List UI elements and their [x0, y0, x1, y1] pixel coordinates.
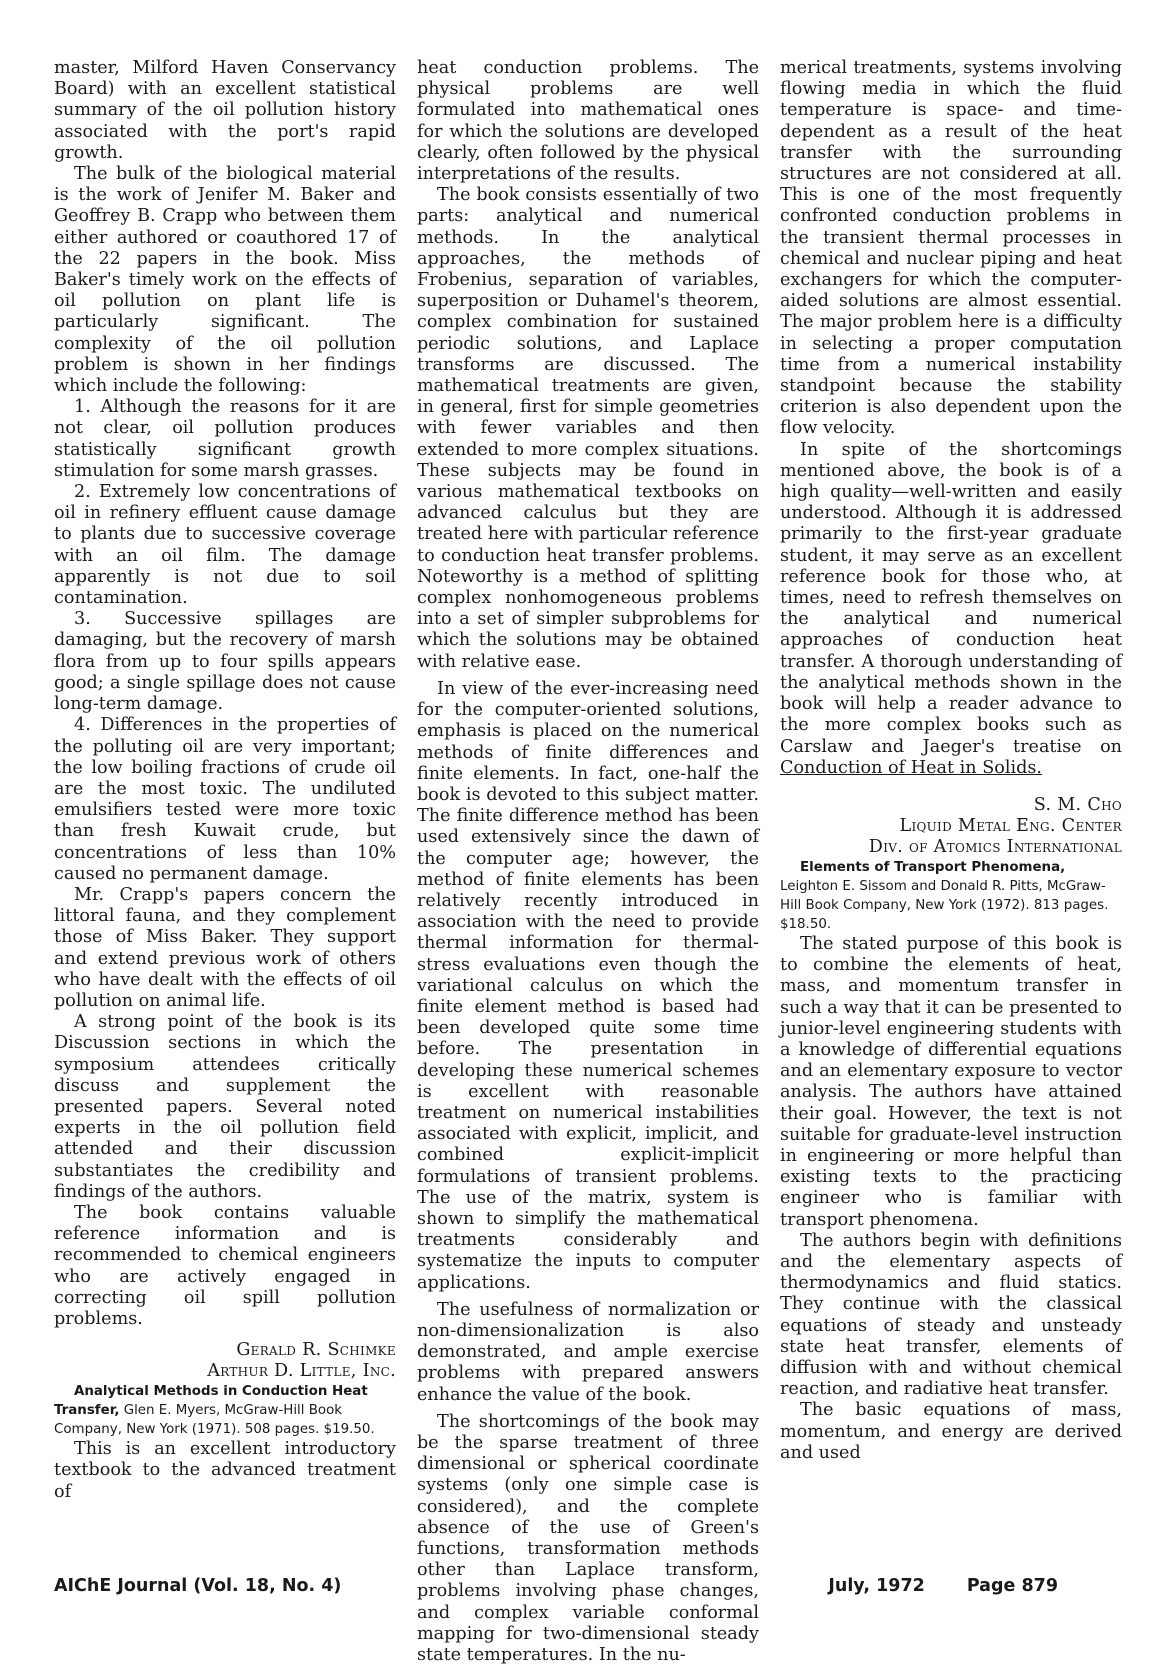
paragraph: The shortcomings of the book may be the sparse treatment of three dimensional or spherical coordinate systems (only one simple case is considered), and the complete absence of the use of Green's functions, transformation methods other than Laplace transform, problems involving phase changes, and complex variable conformal mapping for two-dimensional steady state temperatures. In the nu-: [417, 1411, 759, 1666]
reviewer-signature: [54, 1340, 396, 1382]
paragraph: This is an excellent introductory textbook to the advanced treatment of: [54, 1439, 396, 1502]
column-right: [780, 58, 1122, 1464]
book-title: Analytical Methods in Conduction Heat Transfer,: [54, 1384, 368, 1419]
paragraph: The book consists essentially of two parts: analytical and numerical methods. In the analytical approaches, the methods of Frobenius, separation of variables, superposition or Duhamel's theorem, complex combination for sustained periodic solutions, and Laplace transforms are discussed. The mathematical treatments are given, in general, first for simple geometries with fewer variables and then extended to more complex situations. These subjects may be found in various mathematical textbooks on advanced calculus but they are treated here with particular reference to conduction heat transfer problems. Noteworthy is a method of splitting complex nonhomogeneous problems into a set of simpler subproblems for which the solutions may be obtained with relative ease.: [417, 185, 759, 672]
reviewer-affiliation: Div. of Atomics International: [868, 836, 1122, 857]
list-item: 3. Successive spillages are damaging, but the recovery of marsh flora from up to four spills appears good; a single spillage does not cause long-term damage.: [54, 609, 396, 715]
paragraph: The basic equations of mass, momentum, and energy are derived and used: [780, 1400, 1122, 1463]
footer-date-page: [828, 1576, 1058, 1596]
list-item: 1. Although the reasons for it are not clear, oil pollution produces statistically significant growth stimulation for some marsh grasses.: [54, 397, 396, 481]
paragraph: The book contains valuable reference information and is recommended to chemical engineers who are actively engaged in correcting oil spill pollution problems.: [54, 1202, 396, 1329]
paragraph: A strong point of the book is its Discussion sections in which the symposium attendees critically discuss and supplement the presented papers. Several noted experts in the oil pollution field attended and their discussion substantiates the credibility and findings of the authors.: [54, 1012, 396, 1202]
paragraph: merical treatments, systems involving flowing media in which the fluid temperature is space- and time-dependent as a result of the heat transfer with the surrounding structures are not considered at all. This is one of the most frequently confronted conduction problems in the transient thermal processes in chemical and nuclear piping and heat exchangers for which the computer-aided solutions are almost essential. The major problem here is a difficulty in selecting a proper computation time from a numerical instability standpoint because the stability criterion is also dependent upon the flow velocity.: [780, 58, 1122, 439]
paragraph: master, Milford Haven Conservancy Board) with an excellent statistical summary of the oil pollution history associated with the port's rapid growth.: [54, 58, 396, 163]
paragraph: [780, 440, 1122, 779]
book-review-heading: [54, 1382, 396, 1439]
paragraph: The usefulness of normalization or non-dimensionalization is also demonstrated, and ample exercise problems with prepared answers enhance the value of the book.: [417, 1299, 759, 1405]
footer-date: July, 1972: [828, 1576, 925, 1596]
column-middle: [417, 58, 759, 1666]
paragraph: heat conduction problems. The physical problems are well formulated into mathematical ones for which the solutions are developed clearly, often followed by the physical interpretations of the results.: [417, 58, 759, 185]
list-item: 2. Extremely low concentrations of oil in refinery effluent cause damage to plants due to successive coverage with an oil film. The damage apparently is not due to soil contamination.: [54, 482, 396, 609]
column-left: [54, 58, 396, 1503]
book-details: Glen E. Myers, McGraw-Hill Book Company, New York (1971). 508 pages. $19.50.: [54, 1403, 375, 1438]
book-review-heading: [780, 858, 1122, 934]
cited-book-title: Conduction of Heat in Solids.: [780, 757, 1042, 778]
paragraph-text: In spite of the shortcomings mentioned above, the book is of a high quality—well-written and easily understood. Although it is addressed primarily to the first-year graduate student, it may serve as an excellent reference book for those who, at times, need to refresh themselves on the analytical and numerical approaches of conduction heat transfer. A thorough understanding of the analytical methods shown in the book will help a reader advance to the more complex books such as Carslaw and Jaeger's treatise on: [780, 439, 1122, 757]
paragraph: Mr. Crapp's papers concern the littoral fauna, and they complement those of Miss Baker. They support and extend previous work of others who have dealt with the effects of oil pollution on animal life.: [54, 884, 396, 1011]
paragraph: The stated purpose of this book is to combine the elements of heat, mass, and momentum transfer in such a way that it can be presented to junior-level engineering students with a knowledge of differential equations and an elementary exposure to vector analysis. The authors have attained their goal. However, the text is not suitable for graduate-level instruction in engineering or more helpful than existing texts to the practicing engineer who is familiar with transport phenomena.: [780, 933, 1122, 1230]
paragraph: The authors begin with definitions and the elementary aspects of thermodynamics and fluid statics. They continue with the classical equations of steady and unsteady state heat transfer, elements of diffusion with and without chemical reaction, and radiative heat transfer.: [780, 1230, 1122, 1400]
paragraph: In view of the ever-increasing need for the computer-oriented solutions, emphasis is placed on the numerical methods of finite differences and finite elements. In fact, one-half the book is devoted to this subject matter. The finite difference method has been used extensively since the dawn of the computer age; however, the method of finite elements has been relatively recently introduced in association with the need to provide thermal information for thermal-stress evaluations even though the variational calculus on which the finite element method is based had been developed quite some time before. The presentation in developing these numerical schemes is excellent with reasonable treatment on numerical instabilities associated with explicit, implicit, and combined explicit-implicit formulations of transient problems. The use of the matrix, system is shown to simplify the mathematical treatments considerably and systematize the inputs to computer applications.: [417, 678, 759, 1293]
book-title: Elements of Transport Phenomena,: [800, 859, 1066, 875]
reviewer-signature: [780, 795, 1122, 858]
book-details: Leighton E. Sissom and Donald R. Pitts, McGraw-Hill Book Company, New York (1972). 813 pages. $18.50.: [780, 878, 1109, 932]
reviewer-name: S. M. Cho: [1033, 794, 1122, 815]
page-number: Page 879: [966, 1576, 1058, 1596]
paragraph: The bulk of the biological material is the work of Jenifer M. Baker and Geoffrey B. Crapp who between them either authored or coauthored 17 of the 22 papers in the book. Miss Baker's timely work on the effects of oil pollution on plant life is particularly significant. The complexity of the oil pollution problem is shown in her findings which include the following:: [54, 164, 396, 397]
reviewer-affiliation: Liquid Metal Eng. Center: [899, 815, 1122, 836]
footer-journal: AIChE Journal (Vol. 18, No. 4): [54, 1576, 342, 1596]
list-item: 4. Differences in the properties of the polluting oil are very important; the low boiling fractions of crude oil are the most toxic. The undiluted emulsifiers tested were more toxic than fresh Kuwait crude, but concentrations of less than 10% caused no permanent damage.: [54, 715, 396, 884]
reviewer-name: Gerald R. Schimke: [236, 1340, 396, 1361]
reviewer-affiliation: Arthur D. Little, Inc.: [207, 1361, 396, 1382]
